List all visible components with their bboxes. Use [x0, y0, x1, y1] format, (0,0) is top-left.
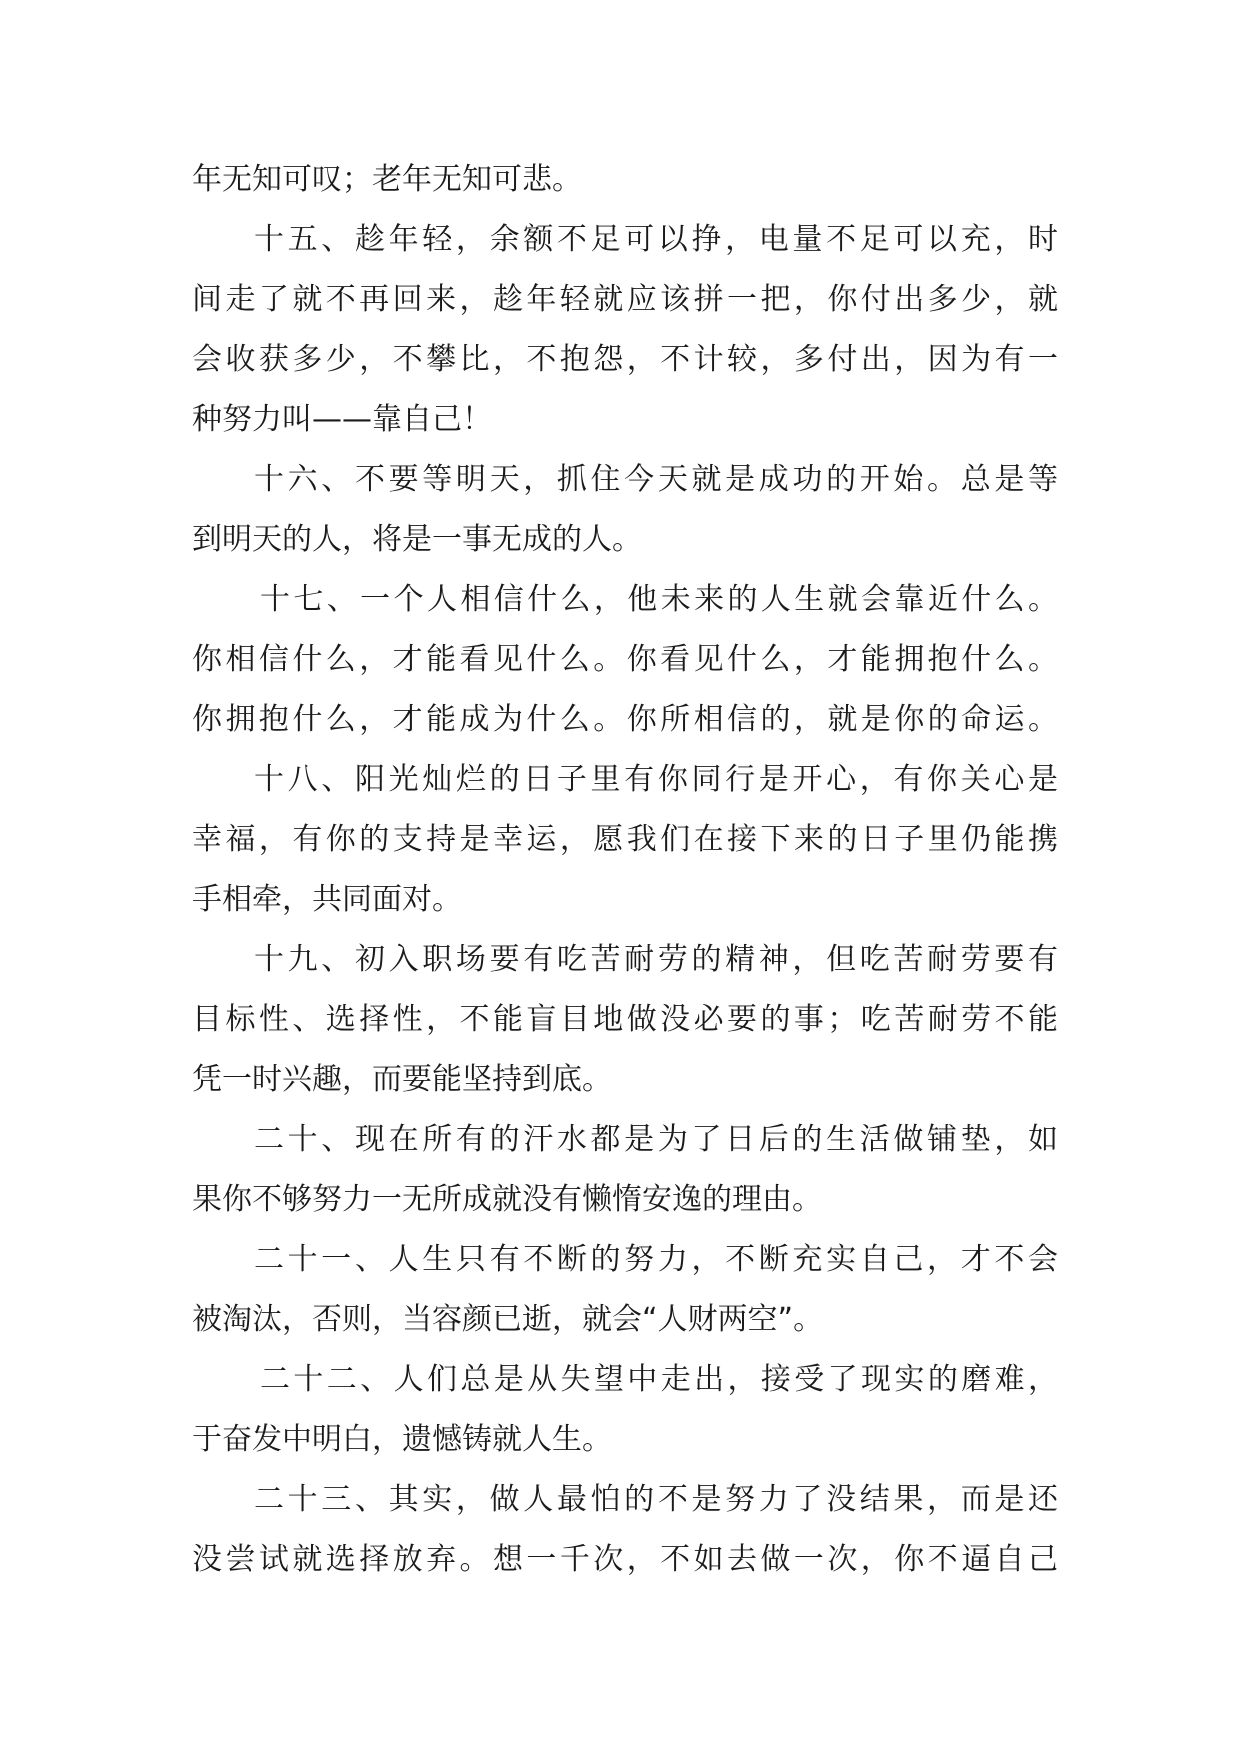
- paragraph-19-line-3: 凭一时兴趣，而要能坚持到底。: [192, 1062, 612, 1097]
- paragraph-18-line-3: 手相牵，共同面对。: [192, 882, 462, 917]
- paragraph-15-line-1: 十五、趁年轻，余额不足可以挣，电量不足可以充，时: [254, 222, 1058, 257]
- paragraph-20-line-1: 二十、现在所有的汗水都是为了日后的生活做铺垫，如: [254, 1122, 1058, 1157]
- text-line: 年无知可叹；老年无知可悲。: [192, 162, 582, 197]
- paragraph-19-line-1: 十九、初入职场要有吃苦耐劳的精神，但吃苦耐劳要有: [254, 942, 1058, 977]
- document-body: [192, 150, 1058, 1590]
- paragraph-15-line-4: 种努力叫——靠自己！: [192, 402, 492, 437]
- paragraph-18-line-1: 十八、阳光灿烂的日子里有你同行是开心，有你关心是: [254, 762, 1058, 797]
- paragraph-17-line-1: 十七、一个人相信什么，他未来的人生就会靠近什么。: [260, 582, 1058, 617]
- paragraph-21-line-1: 二十一、人生只有不断的努力，不断充实自己，才不会: [254, 1242, 1058, 1277]
- paragraph-22-line-2: 于奋发中明白，遗憾铸就人生。: [192, 1422, 612, 1457]
- paragraph-23-line-1: 二十三、其实，做人最怕的不是努力了没结果，而是还: [254, 1482, 1058, 1517]
- paragraph-21-line-2: 被淘汰，否则，当容颜已逝，就会“人财两空”。: [192, 1302, 824, 1337]
- paragraph-17-line-3: 你拥抱什么，才能成为什么。你所相信的，就是你的命运。: [192, 702, 1058, 737]
- paragraph-18-line-2: 幸福，有你的支持是幸运，愿我们在接下来的日子里仍能携: [192, 822, 1058, 857]
- paragraph-23-line-2: 没尝试就选择放弃。想一千次，不如去做一次，你不逼自己: [192, 1542, 1058, 1577]
- paragraph-15-line-2: 间走了就不再回来，趁年轻就应该拼一把，你付出多少，就: [192, 282, 1058, 317]
- paragraph-15-line-3: 会收获多少，不攀比，不抱怨，不计较，多付出，因为有一: [192, 342, 1058, 377]
- paragraph-16-line-1: 十六、不要等明天，抓住今天就是成功的开始。总是等: [254, 462, 1058, 497]
- paragraph-22-line-1: 二十二、人们总是从失望中走出，接受了现实的磨难，: [260, 1362, 1058, 1397]
- paragraph-17-line-2: 你相信什么，才能看见什么。你看见什么，才能拥抱什么。: [192, 642, 1058, 677]
- paragraph-19-line-2: 目标性、选择性，不能盲目地做没必要的事；吃苦耐劳不能: [192, 1002, 1058, 1037]
- paragraph-16-line-2: 到明天的人，将是一事无成的人。: [192, 522, 642, 557]
- paragraph-20-line-2: 果你不够努力一无所成就没有懒惰安逸的理由。: [192, 1182, 822, 1217]
